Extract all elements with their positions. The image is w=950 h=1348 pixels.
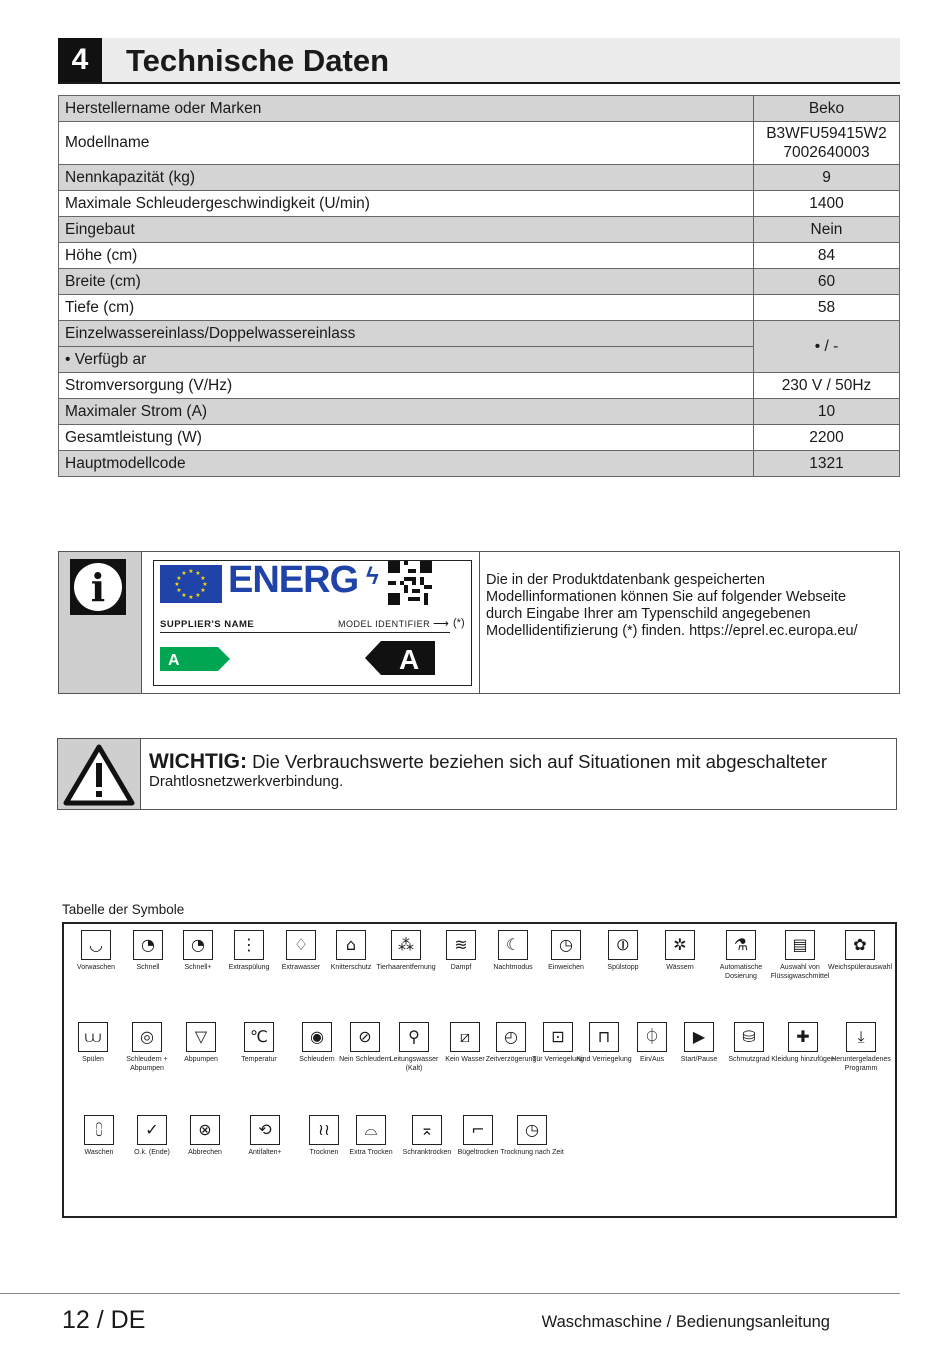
info-icon: i [70, 559, 126, 615]
table-row [59, 321, 900, 347]
door-lock-icon: ⊡ [543, 1022, 573, 1052]
start-pause-icon: ▶ [684, 1022, 714, 1052]
symbol-download: ⤓ Heruntergeladenes Programm [829, 1022, 893, 1073]
symbol-delay: ◴ Zeitverzögerung [479, 1022, 543, 1065]
symbol-anti-crease: ⌂ Knitterschutz [319, 930, 383, 973]
spec-value-line: B3WFU59415W2 [766, 125, 887, 142]
warning-label: WICHTIG: [149, 750, 247, 773]
extra-water-icon: ♢ [286, 930, 316, 960]
no-water-icon: ⧄ [450, 1022, 480, 1052]
tap-water-icon: ⚲ [399, 1022, 429, 1052]
warning-triangle-icon [58, 739, 140, 809]
warning-icon-cell [58, 739, 141, 809]
night-mode-icon: ☾ [498, 930, 528, 960]
no-spin-icon: ⊘ [350, 1022, 380, 1052]
svg-text:★: ★ [176, 587, 182, 594]
symbol-extra-water: ♢ Extrawasser [269, 930, 333, 973]
temperature-icon: ℃ [244, 1022, 274, 1052]
warning-box [57, 738, 897, 810]
svg-text:★: ★ [181, 570, 187, 577]
symbol-spin-drain: ◎ Schleudern + Abpumpen [115, 1022, 179, 1073]
drain-icon: ▽ [186, 1022, 216, 1052]
spec-label: Modellname [59, 122, 754, 165]
spec-label: Tiefe (cm) [59, 295, 754, 321]
anti-wrinkle-icon: ⟲ [250, 1115, 280, 1145]
efficiency-class-small: A [168, 652, 180, 669]
spec-label: Höhe (cm) [59, 243, 754, 269]
spec-value: 230 V / 50Hz [754, 373, 900, 399]
spec-label: Breite (cm) [59, 269, 754, 295]
add-garment-icon: ✚ [788, 1022, 818, 1052]
table-row [59, 243, 900, 269]
pet-hair-icon: ⁂ [391, 930, 421, 960]
section-title: Technische Daten [126, 43, 390, 78]
info-box [58, 551, 900, 694]
symbol-timed-dry: ◷ Trocknung nach Zeit [500, 1115, 564, 1158]
spin-drain-icon: ◎ [132, 1022, 162, 1052]
spec-label: Herstellername oder Marken [59, 96, 754, 122]
spec-value: 1400 [754, 191, 900, 217]
cupboard-dry-icon: ⌅ [412, 1115, 442, 1145]
spec-value [754, 122, 900, 165]
svg-text:★: ★ [195, 570, 201, 577]
warning-text [149, 750, 889, 791]
symbol-tap-water: ⚲ Leitungswasser (Kalt) [382, 1022, 446, 1073]
spec-value: 9 [754, 165, 900, 191]
spec-value: • / - [754, 321, 900, 373]
supplier-name: SUPPLIER'S NAME [160, 619, 255, 630]
spec-value: 84 [754, 243, 900, 269]
symbol-cancel: ⊗ Abbrechen [173, 1115, 237, 1158]
symbol-power: ⏀ Ein/Aus [620, 1022, 684, 1065]
table-row [59, 295, 900, 321]
table-row [59, 122, 900, 165]
energy-label-cell [142, 552, 480, 693]
symbol-door-lock: ⊡ Tür Verriegelung [526, 1022, 590, 1065]
eu-flag-icon [160, 565, 222, 603]
liquid-detergent-icon: ▤ [785, 930, 815, 960]
symbol-pet-hair: ⁂ Tierhaarentfernung [374, 930, 438, 973]
spec-value: 10 [754, 399, 900, 425]
symbol-soil-level: ⛁ Schmutzgrad [717, 1022, 781, 1065]
technical-data-table [58, 95, 900, 477]
bolt-icon: ϟ [366, 563, 379, 590]
svg-text:★: ★ [176, 575, 182, 582]
arrow-right-icon: ⟶ [433, 618, 449, 630]
warning-message: Die Verbrauchswerte beziehen sich auf Situationen mit abgeschalteter [246, 751, 827, 772]
table-row [59, 399, 900, 425]
soil-level-icon: ⛁ [734, 1022, 764, 1052]
energy-word: ENERG [228, 559, 359, 601]
efficiency-class-marker [365, 641, 435, 675]
efficiency-class-arrow [160, 647, 230, 671]
svg-text:★: ★ [200, 587, 206, 594]
symbols-table [62, 922, 897, 1218]
warning-message-cont: Drahtlosnetzwerkverbindung. [149, 773, 344, 790]
child-lock-icon: ⊓ [589, 1022, 619, 1052]
symbol-wash: ⩇ Waschen [67, 1115, 131, 1158]
symbol-drain: ▽ Abpumpen [169, 1022, 233, 1065]
spec-value: 60 [754, 269, 900, 295]
spec-value: Nein [754, 217, 900, 243]
energy-label [153, 560, 472, 686]
symbol-night-mode: ☾ Nachtmodus [481, 930, 545, 973]
cancel-icon: ⊗ [190, 1115, 220, 1145]
quick-plus-icon: ◔ [183, 930, 213, 960]
symbol-add-garment: ✚ Kleidung hinzufügen [771, 1022, 835, 1065]
svg-text:★: ★ [200, 575, 206, 582]
symbol-water: ✲ Wässern [648, 930, 712, 973]
download-icon: ⤓ [846, 1022, 876, 1052]
info-text: Die in der Produktdatenbank gespeicherten Modellinformationen können Sie auf folgender Webseite durch Eingabe Ihrer am Typenschild angegebenen Modellidentifizierung (*) finden. https://eprel.ec.europa.eu/ [486, 572, 858, 639]
delay-icon: ◴ [496, 1022, 526, 1052]
spec-label: Nennkapazität (kg) [59, 165, 754, 191]
symbol-no-water: ⧄ Kein Wasser [433, 1022, 497, 1065]
spec-label: Maximale Schleudergeschwindigkeit (U/min) [59, 191, 754, 217]
water-icon: ✲ [665, 930, 695, 960]
auto-dosing-icon: ⚗ [726, 930, 756, 960]
svg-text:★: ★ [188, 594, 194, 601]
symbol-steam: ≋ Dampf [429, 930, 493, 973]
svg-text:★: ★ [174, 581, 180, 588]
page-number: 12 / DE [62, 1306, 146, 1334]
spec-label: Stromversorgung (V/Hz) [59, 373, 754, 399]
spec-value-line: 7002640003 [783, 144, 870, 161]
symbol-anti-wrinkle: ⟲ Antifalten+ [233, 1115, 297, 1158]
symbol-quick: ◔ Schnell [116, 930, 180, 973]
dry-icon: ≀≀ [309, 1115, 339, 1145]
spec-value: 58 [754, 295, 900, 321]
rinse-hold-icon: ⦶ [608, 930, 638, 960]
symbol-temperature: ℃ Temperatur [227, 1022, 291, 1065]
anti-crease-icon: ⌂ [336, 930, 366, 960]
document-title: Waschmaschine / Bedienungsanleitung [541, 1313, 830, 1331]
section-header [58, 38, 900, 84]
info-icon-cell [59, 552, 142, 693]
symbol-ok: ✓ O.k. (Ende) [120, 1115, 184, 1158]
table-row [59, 191, 900, 217]
spec-value: 2200 [754, 425, 900, 451]
prewash-icon: ◡ [81, 930, 111, 960]
symbol-dry: ≀≀ Trocknen [292, 1115, 356, 1158]
softener-icon: ✿ [845, 930, 875, 960]
wash-icon: ⩇ [84, 1115, 114, 1145]
spec-label: Hauptmodellcode [59, 451, 754, 477]
table-row [59, 451, 900, 477]
svg-text:★: ★ [188, 568, 194, 575]
power-icon: ⏀ [637, 1022, 667, 1052]
symbol-rinse-hold: ⦶ Spülstopp [591, 930, 655, 973]
symbol-liquid-detergent: ▤ Auswahl von Flüssigwaschmittel [768, 930, 832, 981]
quick-icon: ◔ [133, 930, 163, 960]
symbol-auto-dosing: ⚗ Automatische Dosierung [709, 930, 773, 981]
symbol-extra-rinse: ⋮ Extraspülung [217, 930, 281, 973]
spin-icon: ◉ [302, 1022, 332, 1052]
table-row [59, 425, 900, 451]
model-asterisk: (*) [453, 617, 465, 629]
symbol-prewash: ◡ Vorwaschen [64, 930, 128, 973]
spec-label: • Verfügb ar [59, 347, 754, 373]
symbol-child-lock: ⊓ Kind Verriegelung [572, 1022, 636, 1065]
symbol-softener: ✿ Weichspülerauswahl [828, 930, 892, 973]
ok-icon: ✓ [137, 1115, 167, 1145]
table-row [59, 165, 900, 191]
qr-code-icon [388, 561, 432, 605]
symbol-no-spin: ⊘ Nein Schleudern [333, 1022, 397, 1065]
extra-rinse-icon: ⋮ [234, 930, 264, 960]
symbol-iron-dry: ⌐ Bügeltrocken [446, 1115, 510, 1158]
table-row [59, 217, 900, 243]
soak-icon: ◷ [551, 930, 581, 960]
spec-label: Maximaler Strom (A) [59, 399, 754, 425]
svg-text:★: ★ [202, 581, 208, 588]
symbol-quick-plus: ◔ Schnell+ [166, 930, 230, 973]
steam-icon: ≋ [446, 930, 476, 960]
table-row [59, 96, 900, 122]
svg-text:★: ★ [195, 592, 201, 599]
timed-dry-icon: ◷ [517, 1115, 547, 1145]
symbol-spin: ◉ Schleudern [285, 1022, 349, 1065]
symbol-start-pause: ▶ Start/Pause [667, 1022, 731, 1065]
symbol-rinse: ⩊ Spülen [61, 1022, 125, 1065]
spec-value: Beko [754, 96, 900, 122]
spec-value: 1321 [754, 451, 900, 477]
symbol-cupboard-dry: ⌅ Schranktrocken [395, 1115, 459, 1158]
spec-label: Einzelwassereinlass/Doppelwassereinlass [59, 321, 754, 347]
iron-dry-icon: ⌐ [463, 1115, 493, 1145]
model-identifier: MODEL IDENTIFIER [338, 619, 431, 629]
extra-dry-icon: ⌓ [356, 1115, 386, 1145]
table-row [59, 373, 900, 399]
spec-label: Gesamtleistung (W) [59, 425, 754, 451]
rinse-icon: ⩊ [78, 1022, 108, 1052]
symbols-title: Tabelle der Symbole [62, 902, 185, 917]
symbol-extra-dry: ⌓ Extra Trocken [339, 1115, 403, 1158]
svg-text:★: ★ [181, 592, 187, 599]
spec-label: Eingebaut [59, 217, 754, 243]
table-row [59, 269, 900, 295]
section-number: 4 [58, 38, 102, 82]
symbol-soak: ◷ Einweichen [534, 930, 598, 973]
efficiency-class-big: A [399, 644, 420, 675]
